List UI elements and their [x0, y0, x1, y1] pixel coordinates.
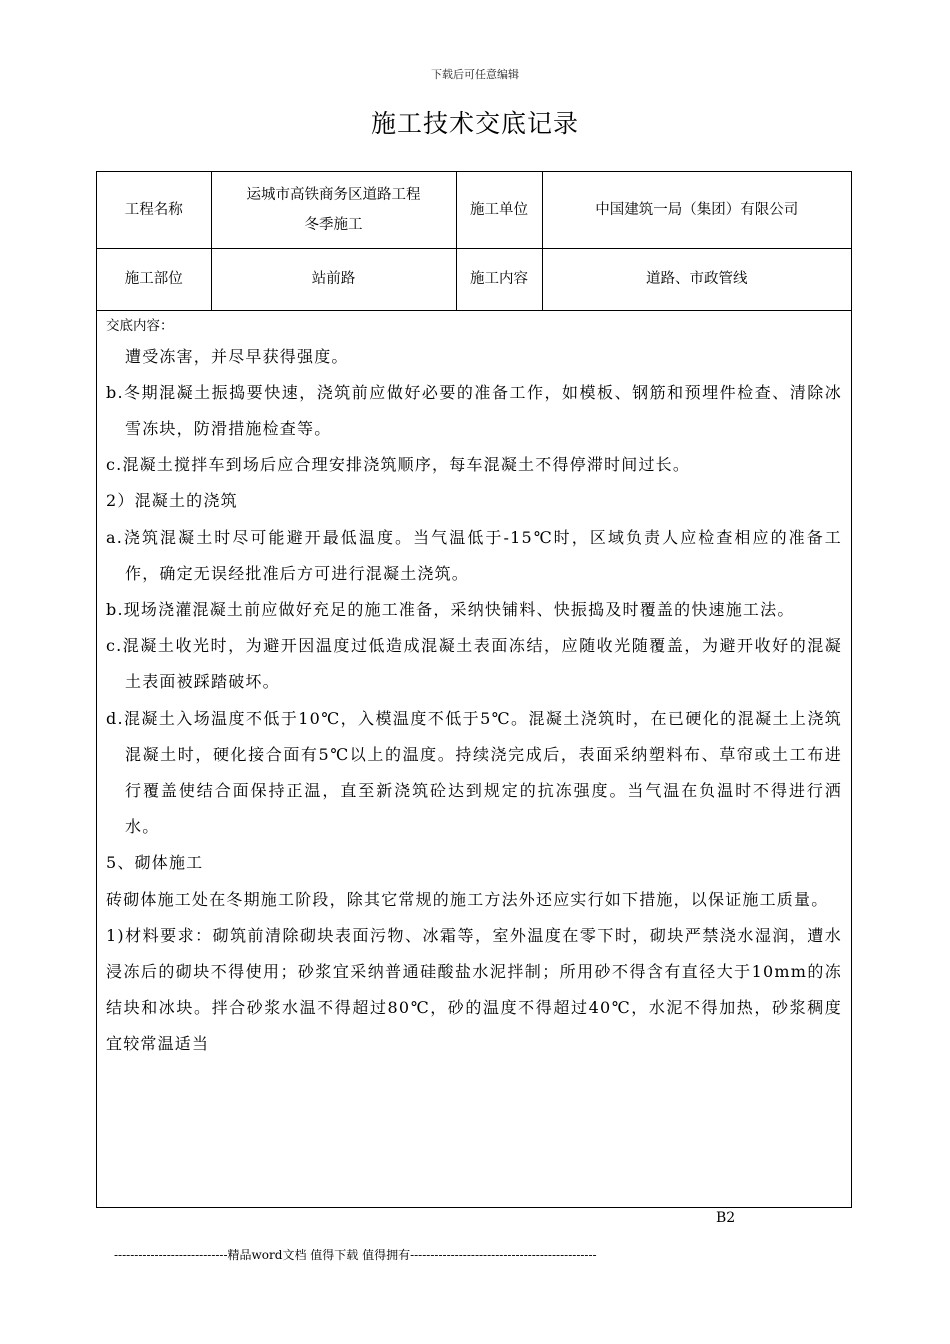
page-code: B2: [716, 1210, 736, 1226]
section-heading: 5、砌体施工: [106, 853, 204, 873]
unit-value: 中国建筑一局（集团）有限公司: [542, 172, 851, 248]
location-value: 站前路: [211, 248, 456, 310]
work-label: 施工内容: [456, 248, 542, 310]
paragraph: 遭受冻害，并尽早获得强度。: [125, 346, 349, 366]
section-heading: 2）混凝土的浇筑: [106, 491, 238, 511]
paragraph: c.混凝土搅拌车到场后应合理安排浇筑顺序，每车混凝土不得停滞时间过长。: [106, 455, 691, 475]
paragraph: 砖砌体施工处在冬期施工阶段，除其它常规的施工方法外还应实行如下措施，以保证施工质量。: [106, 889, 829, 909]
footer-note: ----------------------------精品word文档 值得下载 值得拥有----------------------------------------------: [114, 1248, 597, 1262]
location-label: 施工部位: [97, 248, 211, 310]
unit-label: 施工单位: [456, 172, 542, 248]
work-value: 道路、市政管线: [542, 248, 851, 310]
paragraph: b.现场浇灌混凝土前应做好充足的施工准备，采纳快铺料、快振捣及时覆盖的快速施工法。: [106, 599, 795, 619]
disclosure-content: [97, 311, 851, 1063]
project-name-value: [211, 172, 456, 248]
project-name-line2: 冬季施工: [304, 216, 363, 233]
content-label: 交底内容：: [106, 317, 174, 334]
paragraph: d.混凝土入场温度不低于10℃，入模温度不低于5℃。混凝土浇筑时，在已硬化的混凝土上浇筑混凝土时，硬化接合面有5℃以上的温度。持续浇完成后，表面采纳塑料布、草帘或土工布进行覆盖使结合面保持正温，直至新浇筑砼达到规定的抗冻强度。当气温在负温时不得进行洒水。: [106, 708, 842, 837]
paragraph: c.混凝土收光时，为避开因温度过低造成混凝土表面冻结，应随收光随覆盖，为避开收好的混凝土表面被踩踏破坏。: [106, 636, 842, 692]
record-table: [96, 171, 852, 1208]
document-title: 施工技术交底记录: [370, 109, 579, 138]
info-table: [97, 172, 851, 311]
paragraph: b.冬期混凝土振捣要快速，浇筑前应做好必要的准备工作，如模板、钢筋和预埋件检查、清除冰雪冻块，防滑措施检查等。: [106, 382, 842, 438]
header-note: 下载后可任意编辑: [431, 68, 519, 81]
project-name-label: 工程名称: [97, 172, 211, 248]
paragraph: a.浇筑混凝土时尽可能避开最低温度。当气温低于-15℃时，区域负责人应检查相应的准备工作，确定无误经批准后方可进行混凝土浇筑。: [106, 527, 842, 583]
paragraph: 1)材料要求：砌筑前清除砌块表面污物、冰霜等，室外温度在零下时，砌块严禁浇水湿润，遭水浸冻后的砌块不得使用；砂浆宜采纳普通硅酸盐水泥拌制；所用砂不得含有直径大于10mm的冻结块和冰块。拌合砂浆水温不得超过80℃，砂的温度不得超过40℃，水泥不得加热，砂浆稠度宜较常温适当: [106, 925, 842, 1054]
project-name-line1: 运城市高铁商务区道路工程: [246, 186, 421, 203]
